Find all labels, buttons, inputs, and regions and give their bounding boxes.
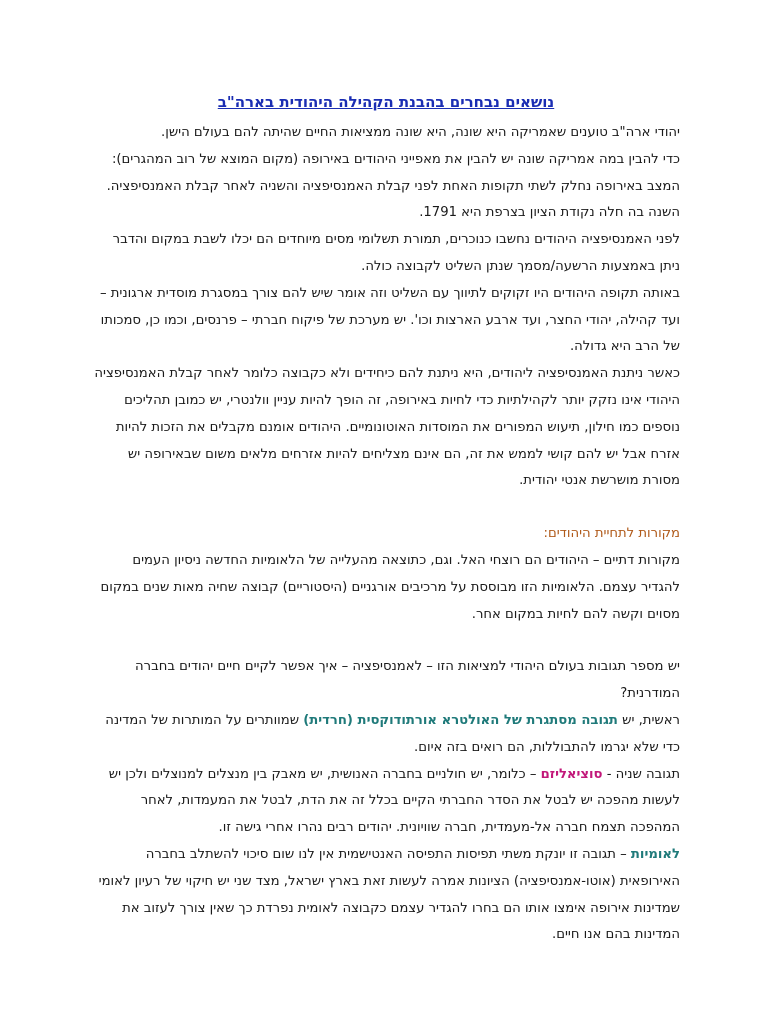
intro-paragraph-6: כאשר ניתנת האמנסיפציה ליהודים, היא ניתנת להם כיחידים ולא כקבוצה כלומר לאחר קבלת האמנסיפציה היהודי אינו נזקק יותר לקהילתיות כדי לחיות באירופה, זה הופך להיות עניין וולנטרי, יש כמובן תהליכים נוספים כמו חילון, תיעוש המפורים את המוסדות האוטונומיים. היהודים אומנם מקבלים את הזכות להיות אזרח אבל יש להם קושי לממש את זה, הם אינם מצליחים להיות אזרחים מלאים משום שבאירופה יש מסורת מושרשת אנטי יהודית. (94, 366, 680, 489)
page-title[interactable]: נושאים נבחרים בהבנת הקהילה היהודית בארה"ב (217, 93, 555, 111)
response-second-highlight: סוציאליזם (540, 766, 603, 782)
response-second-prefix: תגובה שניה - (602, 766, 680, 782)
intro-paragraph-2: כדי להבין במה אמריקה שונה יש להבין את מאפייני היהודים באירופה (מקום המוצא של רוב המהגרים): (111, 151, 680, 167)
response-third-suffix: – תגובה זו יונקת משתי תפיסות התפיסה האנטישמית אין לנו שום סיכוי להשתלב בחברה האירופאית (אוטו-אמנסיפציה) הציונות אמרה לעשות זאת בארץ ישראל, מצד שני יש חיקוי של רעיון לאומי שמדינות אירופה אימצו אותו הם בחרו להגדיר עצמם כקבוצה לאומית נפרדת כך שאין צורך לעזוב את המדינות בהם אנו חיים. (98, 846, 680, 943)
sources-paragraph: מקורות דתיים – היהודים הם רוצחי האל. וגם, כתוצאה מהעלייה של הלאומיות החדשה ניסיון העמים להגדיר עצמם. הלאומיות הזו מבוססת על מרכיבים אורגניים (היסטוריים) קבוצה שחיה מאות שנים במקום מסוים וקשה להם לחיות במקום אחר. (100, 552, 680, 622)
response-second (92, 762, 680, 842)
intro-paragraph-4: לפני האמנסיפציה היהודים נחשבו כנוכרים, תמורת תשלומי מסים מיוחדים הם יכלו לשבת במקום והדבר ניתן באמצעות הרשעה/מסמך שנתן השליט לקבוצה כולה. (112, 232, 680, 274)
response-first-suffix: שמוותרים על המותרות של המדינה כדי שלא יגרמו להתבוללות, הם רואים בזה איום. (105, 712, 680, 755)
intro-paragraph-3: המצב באירופה נחלק לשתי תקופות האחת לפני קבלת האמנסיפציה והשניה לאחר קבלת האמנסיפציה. השנה בה חלה נקודת הציון בצרפת היא 1791. (106, 178, 680, 221)
response-first (92, 708, 680, 762)
responses-question: יש מספר תגובות בעולם היהודי למציאות הזו – לאמנסיפציה – איך אפשר לקיים חיים יהודים בחברה המודרנית? (135, 659, 680, 702)
response-third-highlight: לאומיות (630, 846, 680, 862)
response-first-prefix: ראשית, יש (617, 712, 680, 728)
section-gap (92, 628, 680, 654)
section-gap (92, 495, 680, 521)
intro-paragraph-1: יהודי ארה"ב טוענים שאמריקה היא שונה, היא שונה ממציאות החיים שהיתה להם בעולם הישן. (161, 125, 680, 140)
response-second-suffix: – כלומר, יש חולניים בחברה האנושית, יש מאבק בין מנצלים למנוצלים ולכן יש לעשות מהפכה יש לבטל את הסדר החברתי הקיים בכלל זה את הדת, לבטל את המעמדות, לאחר המהפכה תצמח חברה אל-מעמדית, חברה שוויונית. יהודים רבים נהרו אחרי גישה זו. (108, 766, 680, 836)
response-first-highlight: תגובה מסתגרת של האולטרא אורתודוקסית (חרדית) (303, 712, 618, 728)
sources-heading: מקורות לתחיית היהודים: (543, 526, 680, 542)
intro-paragraph-5: באותה תקופה היהודים היו זקוקים לתיווך עם השליט וזה אומר שיש להם צורך במסגרת מוסדית ארגונית – ועד קהילה, יהודי החצר, ועד ארבע הארצות וכו'. יש מערכת של פיקוח חברתי – פרנסים, וכמו כן, סמכותו של הרב היא גדולה. (99, 285, 680, 355)
response-third (92, 842, 680, 949)
